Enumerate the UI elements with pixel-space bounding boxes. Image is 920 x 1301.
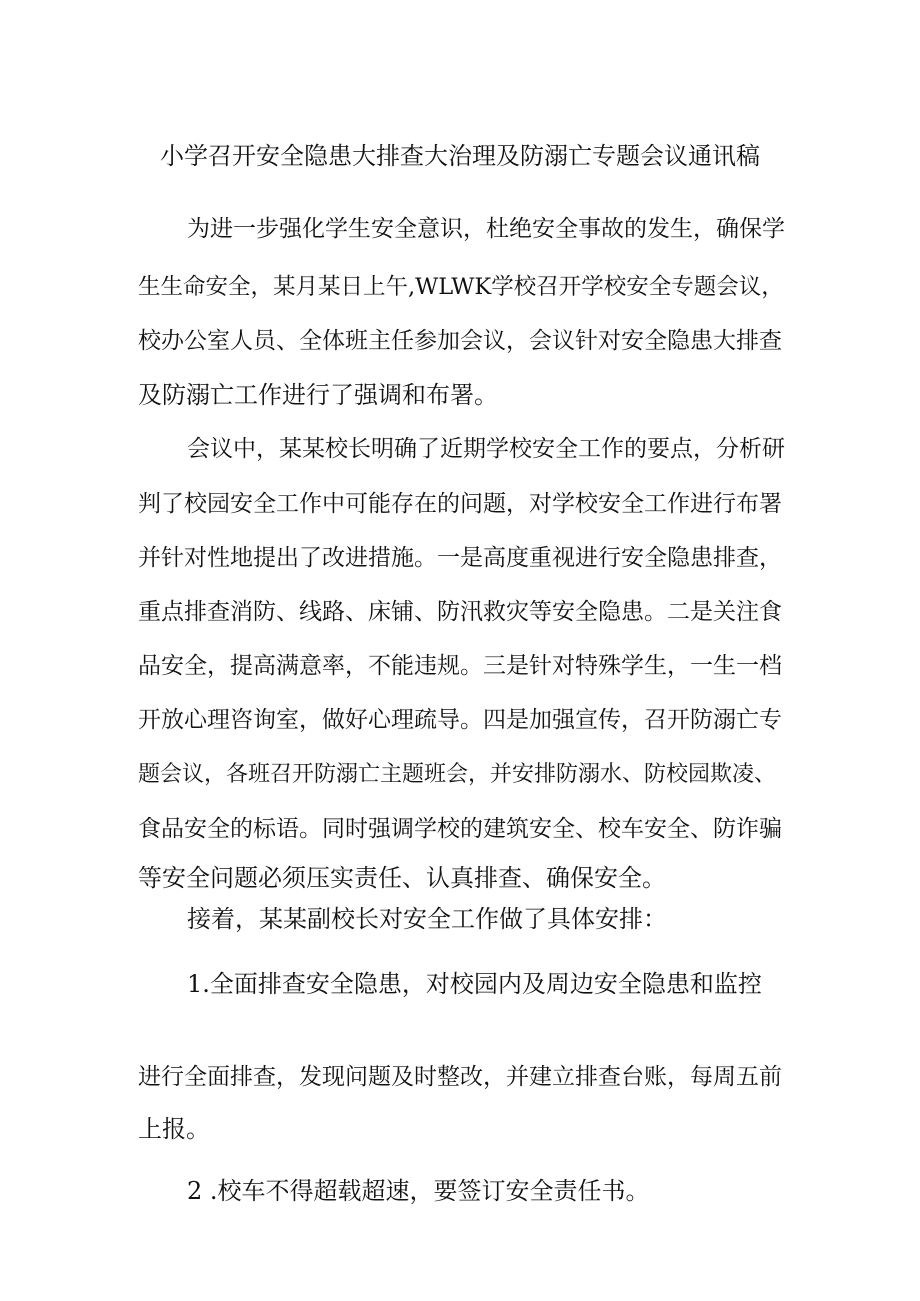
list-item-line: 1.全面排查安全隐患，对校园内及周边安全隐患和监控 [187,970,762,998]
paragraph-line: 为进一步强化学生安全意识，杜绝安全事故的发生，确保学 [187,216,785,242]
paragraph-line: 判了校园安全工作中可能存在的问题，对学校安全工作进行布署 [138,491,782,517]
paragraph-line: 等安全问题必须压实责任、认真排查、确保安全。 [138,864,666,892]
paragraph-line: 品安全，提高满意率，不能违规。三是针对特殊学生，一生一档 [138,653,782,679]
paragraph-line: 生生命安全，某月某日上午,WLWK学校召开学校安全专题会议， [138,274,784,300]
paragraph-line: 及防溺亡工作进行了强调和布署。 [138,381,498,409]
document-title: 小学召开安全隐患大排查大治理及防溺亡专题会议通讯稿 [160,142,760,170]
paragraph-line: 并针对性地提出了改进措施。一是高度重视进行安全隐患排查， [138,545,782,571]
list-item-line: 上报。 [138,1115,210,1143]
paragraph-line: 开放心理咨询室，做好心理疏导。四是加强宣传，召开防溺亡专 [138,707,782,733]
paragraph-line: 食品安全的标语。同时强调学校的建筑安全、校车安全、防诈骗 [138,816,782,842]
paragraph-line: 会议中，某某校长明确了近期学校安全工作的要点，分析研 [187,436,785,462]
paragraph-line: 接着，某某副校长对安全工作做了具体安排： [187,905,667,933]
paragraph-line: 重点排查消防、线路、床铺、防汛救灾等安全隐患。二是关注食 [138,599,782,625]
list-item-line: 2 .校车不得超载超速，要签订安全责任书。 [187,1177,650,1205]
paragraph-line: 校办公室人员、全体班主任参加会议，会议针对安全隐患大排查 [138,328,782,354]
paragraph-line: 题会议，各班召开防溺亡主题班会，并安排防溺水、防校园欺凌、 [138,762,777,787]
list-item-line: 进行全面排查，发现问题及时整改，并建立排查台账，每周五前 [138,1064,782,1090]
